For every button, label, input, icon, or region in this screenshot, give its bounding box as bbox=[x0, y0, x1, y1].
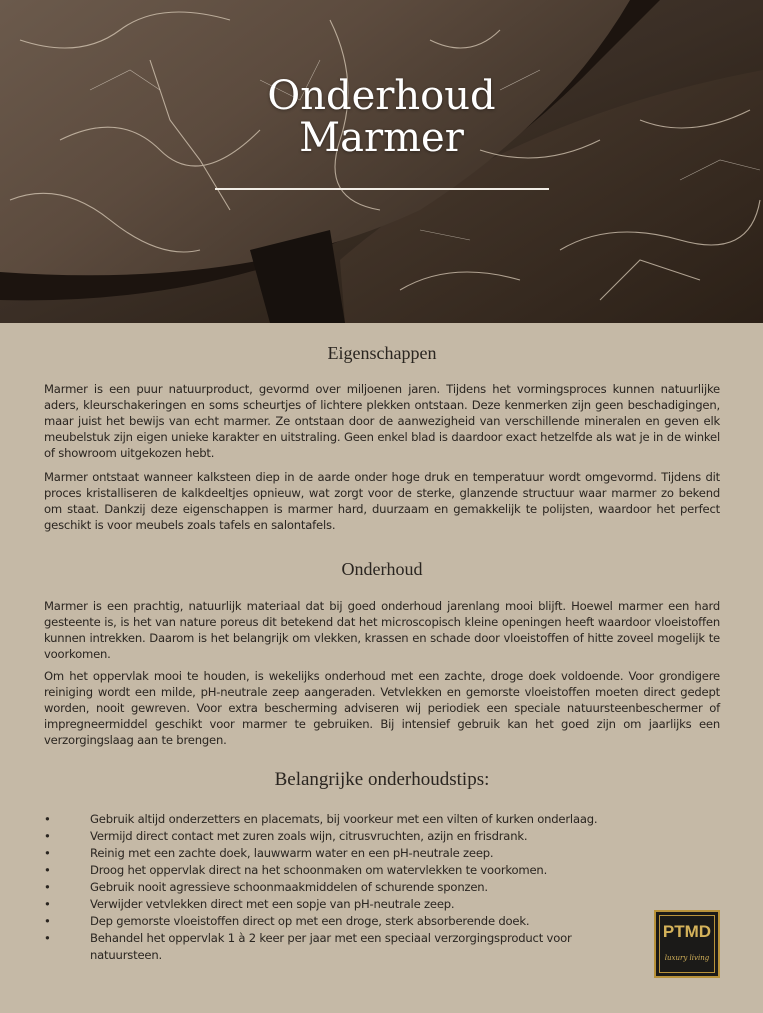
tips-list bbox=[44, 811, 604, 964]
list-item: • Behandel het oppervlak 1 à 2 keer per jaar met een speciaal verzorgingsproduct voor natuursteen. bbox=[44, 930, 604, 964]
maintenance-paragraph-2: Om het oppervlak mooi te houden, is wekelijks onderhoud met een zachte, droge doek voldoende. Voor grondigere reiniging wordt een milde, pH-neutrale zeep aangeraden. Vetvlekken en gemorste vloeistoffen moeten direct gedept worden, nooit gewreven. Voor extra bescherming adviseren wij periodiek een speciale natuursteenbeschermer of impregneermiddel geschikt voor marmer te gebruiken. Bij intensief gebruik kan het goed zijn om jaarlijks een verzorgingslaag aan te brengen. bbox=[44, 669, 720, 747]
section-heading-tips: Belangrijke onderhoudstips: bbox=[274, 769, 490, 790]
logo-brand: PTMD bbox=[662, 922, 712, 941]
hero-banner bbox=[0, 0, 763, 323]
list-item: • Gebruik altijd onderzetters en placemats, bij voorkeur met een vilten of kurken onderlaag. bbox=[44, 811, 604, 828]
ptmd-logo bbox=[654, 910, 720, 978]
title-divider bbox=[215, 188, 549, 190]
list-item: • Reinig met een zachte doek, lauwwarm water en een pH-neutrale zeep. bbox=[44, 845, 604, 862]
section-heading-maintenance: Onderhoud bbox=[341, 559, 423, 579]
marble-photo bbox=[0, 0, 763, 323]
list-item: • Dep gemorste vloeistoffen direct op met een droge, sterk absorberende doek. bbox=[44, 913, 604, 930]
page-title-line2: Marmer bbox=[299, 115, 464, 161]
list-item: • Verwijder vetvlekken direct met een sopje van pH-neutrale zeep. bbox=[44, 896, 604, 913]
list-item: • Vermijd direct contact met zuren zoals wijn, citrusvruchten, azijn en frisdrank. bbox=[44, 828, 604, 845]
section-heading-properties: Eigenschappen bbox=[327, 343, 437, 363]
logo-tagline: luxury living bbox=[664, 954, 710, 962]
page-title-line1: Onderhoud bbox=[267, 73, 496, 119]
properties-paragraph-2: Marmer ontstaat wanneer kalksteen diep in de aarde onder hoge druk en temperatuur wordt omgevormd. Tijdens dit proces kristalliseren de kalkdeeltjes opnieuw, wat zorgt voor de sterke, glanzende structuur waar marmer zo bekend om staat. Dankzij deze eigenschappen is marmer hard, duurzaam en gemakkelijk te polijsten, waardoor het perfect geschikt is voor meubels zoals tafels en salontafels. bbox=[44, 470, 720, 532]
properties-paragraph-1: Marmer is een puur natuurproduct, gevormd over miljoenen jaren. Tijdens het vormingsproces kunnen natuurlijke aders, kleurschakeringen en soms scheurtjes of lichtere plekken ontstaan. Deze kenmerken zijn geen beschadigingen, maar juist het bewijs van echt marmer. Ze ontstaan door de aanwezigheid van verschillende mineralen en geven elk meubelstuk zijn eigen unieke karakter en uitstraling. Geen enkel blad is daardoor exact hetzelfde als wat je in de winkel of showroom uitgekozen hebt. bbox=[44, 382, 720, 460]
maintenance-paragraph-1: Marmer is een prachtig, natuurlijk materiaal dat bij goed onderhoud jarenlang mooi blijft. Hoewel marmer een hard gesteente is, is het van nature poreus dit betekend dat het microscopisch kleine openingen heeft waardoor vloeistoffen kunnen intrekken. Daarom is het belangrijk om vlekken, krassen en schade door vloeistoffen of hitte zoveel mogelijk te voorkomen. bbox=[44, 599, 720, 661]
list-item: • Droog het oppervlak direct na het schoonmaken om watervlekken te voorkomen. bbox=[44, 862, 604, 879]
list-item: • Gebruik nooit agressieve schoonmaakmiddelen of schurende sponzen. bbox=[44, 879, 604, 896]
page-title bbox=[0, 75, 763, 159]
